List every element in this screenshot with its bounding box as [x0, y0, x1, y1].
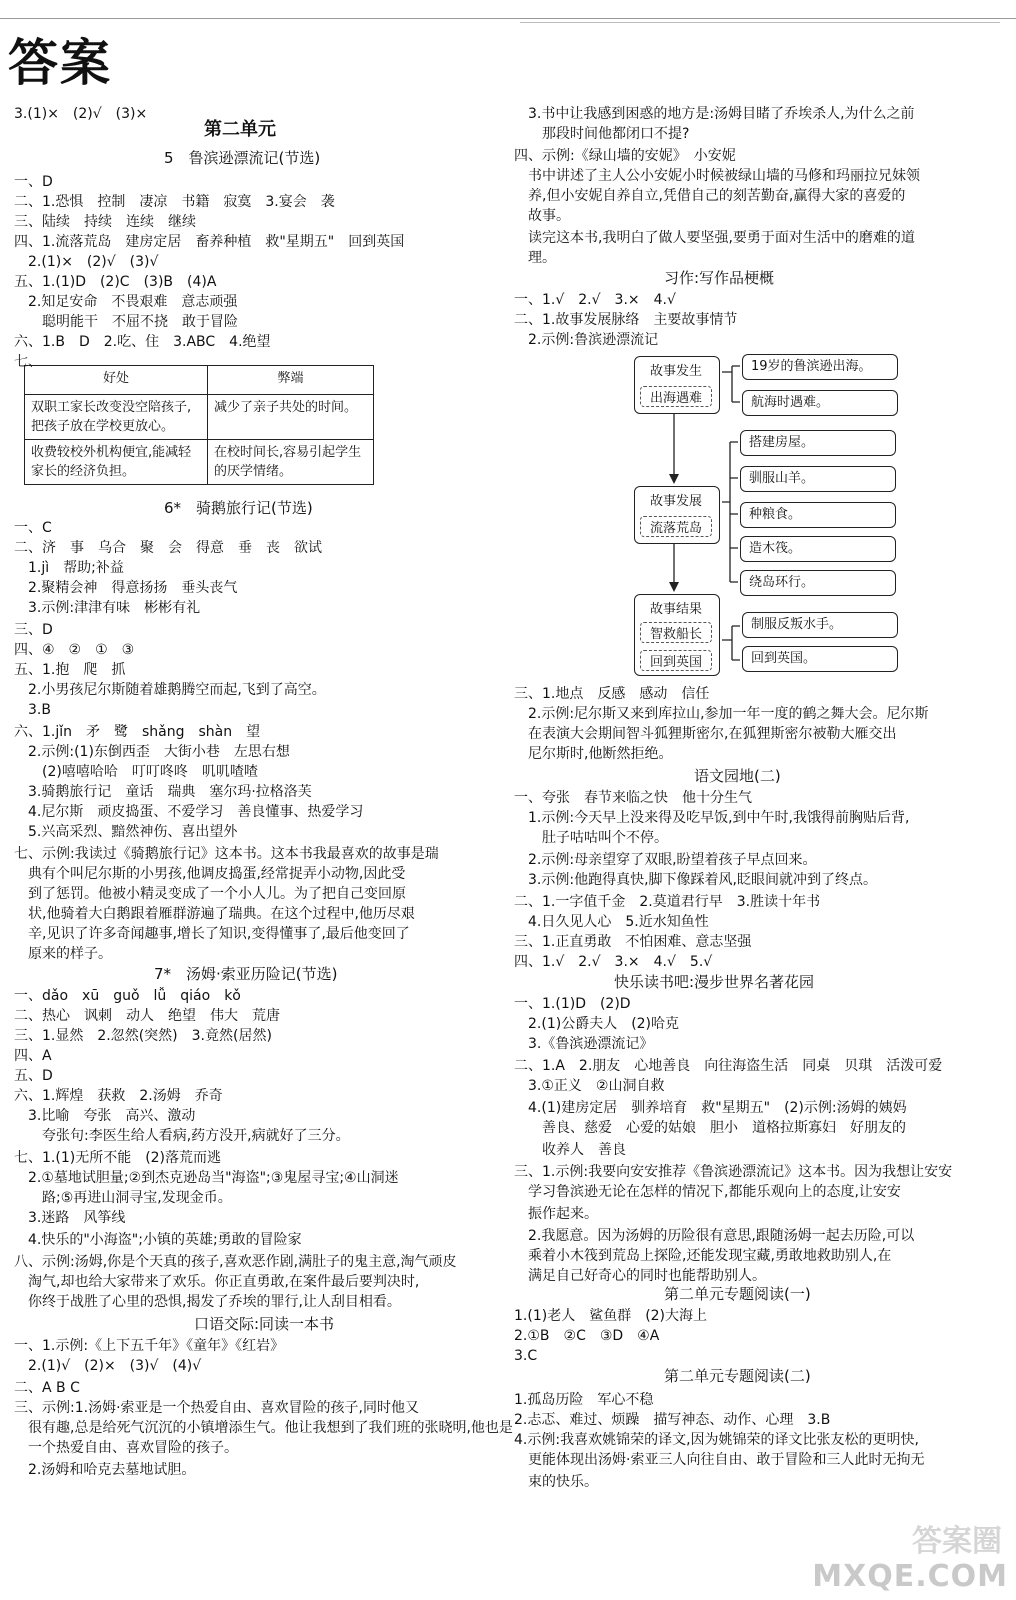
answer-line: 3.示例:津津有味 彬彬有礼 — [14, 600, 201, 616]
answer-line: 尼尔斯时,他断然拒绝。 — [514, 746, 673, 762]
diagram-item: 航海时遇难。 — [742, 390, 898, 416]
answer-line: 七、1.(1)无所不能 (2)落荒而逃 — [14, 1150, 222, 1166]
diagram-item: 造木筏。 — [740, 536, 896, 562]
diagram-item: 制服反叛水手。 — [742, 612, 898, 638]
section-heading: 第二单元专题阅读(二) — [664, 1367, 811, 1385]
section-heading: 第二单元 — [204, 119, 276, 140]
answer-line: 理。 — [514, 250, 556, 266]
section-heading: 习作:写作品梗概 — [664, 269, 775, 287]
answer-line: 三、示例:1.汤姆·索亚是一个热爱自由、喜欢冒险的孩子,同时他又 — [14, 1400, 419, 1416]
answer-line: 1.示例:今天早上没来得及吃早饭,到中午时,我饿得前胸贴后背, — [514, 810, 910, 826]
answer-line: 很有趣,总是给死气沉沉的小镇增添生气。他让我想到了我们班的张晓明,他也是 — [14, 1420, 513, 1436]
bracket-connector — [722, 442, 738, 582]
answer-line: 3.《鲁滨逊漂流记》 — [514, 1036, 654, 1052]
arrow-head-icon — [669, 474, 679, 484]
answer-line: 2.汤姆和哈克去墓地试胆。 — [14, 1462, 196, 1478]
answer-line: 三、D — [14, 622, 53, 638]
diagram-node-label: 故事结果 — [649, 602, 702, 617]
diagram-node-sub: 出海遇难 — [640, 386, 712, 407]
answer-line: 2.(1)× (2)√ (3)√ — [14, 254, 159, 270]
answer-line: 六、1.B D 2.吃、住 3.ABC 4.绝望 — [14, 334, 271, 350]
answer-line: 5.兴高采烈、黯然神伤、喜出望外 — [14, 824, 238, 840]
answer-line: 到了惩罚。他被小精灵变成了一个小人儿。为了把自己变回原 — [14, 886, 406, 902]
section-heading: 快乐读书吧:漫步世界名著花园 — [614, 973, 815, 991]
answer-line: 五、1.(1)D (2)C (3)B (4)A — [14, 274, 217, 290]
answer-line: 2.示例:母亲望穿了双眼,盼望着孩子早点回来。 — [514, 852, 817, 868]
answer-line: 满足自己好奇心的同时也能帮助别人。 — [514, 1268, 766, 1284]
answer-line: 养,但小安妮自养自立,凭借自己的刻苦勤奋,赢得大家的喜爱的 — [514, 188, 906, 204]
answer-line: 辛,见识了许多奇闻趣事,增长了知识,变得懂事了,最后他变回了 — [14, 926, 410, 942]
answer-line: 三、1.地点 反感 感动 信任 — [514, 686, 710, 702]
answer-line: 4.日久见人心 5.近水知鱼性 — [514, 914, 709, 930]
answer-line: 2.我愿意。因为汤姆的历险很有意思,跟随汤姆一起去历险,可以 — [514, 1228, 915, 1244]
answer-line: 3.骑鹅旅行记 童话 瑞典 塞尔玛·拉格洛芙 — [14, 784, 312, 800]
table-cell: 收费较校外机构便宜,能减轻家长的经济负担。 — [25, 440, 208, 485]
answer-line: 3.比喻 夸张 高兴、激动 — [14, 1108, 196, 1124]
answer-line: 七、示例:我读过《骑鹅旅行记》这本书。这本书我最喜欢的故事是瑞 — [14, 846, 439, 862]
table-row — [25, 395, 374, 440]
answer-line: 典有个叫尼尔斯的小男孩,他调皮捣蛋,经常捉弄小动物,因此受 — [14, 866, 406, 882]
answer-line: 一、C — [14, 520, 52, 536]
answer-line: 一、D — [14, 174, 53, 190]
pros-cons-table — [24, 365, 374, 485]
diagram-node-sub: 智救船长 — [640, 622, 712, 643]
table-header-cons: 弊端 — [208, 366, 374, 395]
page-title: 答案 — [8, 34, 112, 92]
top-rule-right — [520, 22, 1000, 23]
section-heading: 第二单元专题阅读(一) — [664, 1285, 811, 1303]
answer-line: 四、示例:《绿山墙的安妮》 小安妮 — [514, 148, 736, 164]
answer-line: 四、1.√ 2.√ 3.× 4.√ 5.√ — [514, 954, 713, 970]
diagram-node-sub: 流落荒岛 — [640, 516, 712, 537]
watermark-logo: 答案圈 — [912, 1524, 1002, 1559]
answer-line: 三、1.正直勇敢 不怕困难、意志坚强 — [514, 934, 752, 950]
story-outline-diagram — [514, 350, 1004, 680]
answer-line: 四、A — [14, 1048, 52, 1064]
answer-line: 2.(1)公爵夫人 (2)哈克 — [514, 1016, 680, 1032]
answer-line: 状,他骑着大白鹅跟着雁群游遍了瑞典。在这个过程中,他历尽艰 — [14, 906, 415, 922]
answer-line: 一、夸张 春节来临之快 他十分生气 — [514, 790, 752, 806]
diagram-item: 搭建房屋。 — [740, 430, 896, 456]
diagram-node-label: 故事发展 — [649, 494, 702, 509]
section-heading: 语文园地(二) — [694, 767, 781, 785]
diagram-item: 回到英国。 — [742, 646, 898, 672]
section-heading: 6* 骑鹅旅行记(节选) — [164, 499, 313, 517]
answer-line: 1.(1)老人 鲨鱼群 (2)大海上 — [514, 1308, 708, 1324]
answer-line: 4.示例:我喜欢姚锦荣的译文,因为姚锦荣的译文比张友松的更明快, — [514, 1432, 919, 1448]
answer-line: 你终于战胜了心里的恐惧,揭发了乔埃的罪行,让人刮目相看。 — [14, 1294, 401, 1310]
answer-line: 1.孤岛历险 军心不稳 — [514, 1392, 654, 1408]
answer-line: 学习鲁滨逊无论在怎样的情况下,都能乐观向上的态度,让安安 — [514, 1184, 901, 1200]
answer-line: 2.小男孩尼尔斯随着雄鹅腾空而起,飞到了高空。 — [14, 682, 326, 698]
answer-line: 振作起来。 — [514, 1206, 598, 1222]
table-header-row — [25, 366, 374, 395]
answer-line: (2)嘻嘻哈哈 叮叮咚咚 叽叽喳喳 — [14, 764, 258, 780]
answer-line: 3.迷路 风筝线 — [14, 1210, 126, 1226]
answer-line: 六、1.jǐn 矛 鹭 shǎng shàn 望 — [14, 724, 261, 740]
answer-line: 二、1.一字值千金 2.莫道君行早 3.胜读十年书 — [514, 894, 821, 910]
answer-line: 2.(1)√ (2)× (3)√ (4)√ — [14, 1358, 202, 1374]
table-row — [25, 440, 374, 485]
answer-line: 六、1.辉煌 获救 2.汤姆 乔奇 — [14, 1088, 223, 1104]
answer-line: 聪明能干 不屈不挠 敢于冒险 — [14, 314, 238, 330]
answer-line: 五、1.抱 爬 抓 — [14, 662, 126, 678]
diagram-node-sub: 回到英国 — [640, 650, 712, 671]
answer-line: 淘气,却也给大家带来了欢乐。你正直勇敢,在案件最后要判决时, — [14, 1274, 420, 1290]
answer-line: 一个热爱自由、喜欢冒险的孩子。 — [14, 1440, 238, 1456]
answer-line: 三、1.显然 2.忽然(突然) 3.竟然(居然) — [14, 1028, 272, 1044]
answer-line: 夸张句:李医生给人看病,药方没开,病就好了三分。 — [14, 1128, 350, 1144]
answer-line: 二、热心 讽刺 动人 绝望 伟大 荒唐 — [14, 1008, 280, 1024]
answer-line: 四、1.流落荒岛 建房定居 畜养种植 救"星期五" 回到英国 — [14, 234, 405, 250]
answer-line: 2.示例:尼尔斯又来到库拉山,参加一年一度的鹤之舞大会。尼尔斯 — [514, 706, 929, 722]
answer-line: 四、④ ② ① ③ — [14, 642, 135, 658]
answer-line: 肚子咕咕叫个不停。 — [514, 830, 668, 846]
answer-line: 二、A B C — [14, 1380, 80, 1396]
answer-line: 读完这本书,我明白了做人要坚强,要勇于面对生活中的磨难的道 — [514, 230, 915, 246]
section-heading: 口语交际:同读一本书 — [194, 1315, 335, 1333]
answer-line: 善良、慈爱 心爱的姑娘 胆小 道格拉斯寡妇 好朋友的 — [514, 1120, 906, 1136]
answer-line: 二、1.恐惧 控制 凄凉 书籍 寂寞 3.宴会 袭 — [14, 194, 335, 210]
answer-line: 三、1.示例:我要向安安推荐《鲁滨逊漂流记》这本书。因为我想让安安 — [514, 1164, 953, 1180]
table-header-pros: 好处 — [25, 366, 208, 395]
answer-line: 七、 — [14, 354, 42, 370]
answer-line: 五、D — [14, 1068, 53, 1084]
answer-line: 1.jì 帮助;补益 — [14, 560, 124, 576]
answer-line: 2.①墓地试胆量;②到杰克逊岛当"海盗";③鬼屋寻宝;④山洞迷 — [14, 1170, 399, 1186]
section-heading: 5 鲁滨逊漂流记(节选) — [164, 149, 321, 167]
diagram-item: 种粮食。 — [740, 502, 896, 528]
answer-line: 3.示例:他跑得真快,脚下像踩着风,眨眼间就冲到了终点。 — [514, 872, 877, 888]
answer-line: 3.C — [514, 1348, 538, 1364]
answer-line: 3.B — [14, 702, 51, 718]
arrow-head-icon — [669, 582, 679, 592]
answer-line: 2.①B ②C ③D ④A — [514, 1328, 660, 1344]
answer-line: 束的快乐。 — [514, 1474, 598, 1490]
diagram-node-label: 故事发生 — [649, 364, 702, 379]
answer-line: 那段时间他都闭口不提? — [514, 126, 690, 142]
table-cell: 双职工家长改变没空陪孩子,把孩子放在学校更放心。 — [25, 395, 208, 440]
answer-line: 在表演大会期间智斗狐狸斯密尔,在狐狸斯密尔被勒大雁交出 — [514, 726, 897, 742]
answer-line: 4.尼尔斯 顽皮捣蛋、不爱学习 善良懂事、热爱学习 — [14, 804, 364, 820]
table-cell: 减少了亲子共处的时间。 — [208, 395, 374, 440]
answer-line: 4.(1)建房定居 驯养培育 救"星期五" (2)示例:汤姆的姨妈 — [514, 1100, 907, 1116]
answer-line: 3.①正义 ②山洞自救 — [514, 1078, 665, 1094]
answer-line: 2.示例:鲁滨逊漂流记 — [514, 332, 659, 348]
bracket-connector — [722, 366, 740, 402]
answer-line: 原来的样子。 — [14, 946, 112, 962]
answer-line: 3.书中让我感到困惑的地方是:汤姆目睹了乔埃杀人,为什么之前 — [514, 106, 915, 122]
section-heading: 7* 汤姆·索亚历险记(节选) — [154, 965, 338, 983]
answer-line: 一、1.√ 2.√ 3.× 4.√ — [514, 292, 676, 308]
bracket-connector — [722, 626, 740, 660]
answer-line: 2.忐忑、难过、烦躁 描写神态、动作、心理 3.B — [514, 1412, 831, 1428]
answer-line: 一、dǎo xū guǒ lǚ qiáo kǒ — [14, 988, 241, 1004]
answer-line: 八、示例:汤姆,你是个天真的孩子,喜欢恶作剧,满肚子的鬼主意,淘气顽皮 — [14, 1254, 457, 1270]
table-cell: 在校时间长,容易引起学生的厌学情绪。 — [208, 440, 374, 485]
answer-line: 二、1.故事发展脉络 主要故事情节 — [514, 312, 738, 328]
answer-line: 路;⑤再进山洞寻宝,发现金币。 — [14, 1190, 232, 1206]
answer-line: 2.示例:(1)东倒西歪 大街小巷 左思右想 — [14, 744, 290, 760]
answer-line: 2.聚精会神 得意扬扬 垂头丧气 — [14, 580, 238, 596]
top-rule — [0, 18, 1016, 19]
answer-line: 乘着小木筏到荒岛上探险,还能发现宝藏,勇敢地救助别人,在 — [514, 1248, 892, 1264]
diagram-item: 绕岛环行。 — [740, 570, 896, 596]
watermark-url: MXQE.COM — [812, 1559, 1008, 1594]
answer-line: 三、陆续 持续 连续 继续 — [14, 214, 196, 230]
diagram-item: 驯服山羊。 — [740, 466, 896, 492]
answer-line: 更能体现出汤姆·索亚三人向往自由、敢于冒险和三人此时无拘无 — [514, 1452, 925, 1468]
answer-line: 一、1.(1)D (2)D — [514, 996, 631, 1012]
answer-line: 2.知足安命 不畏艰难 意志顽强 — [14, 294, 238, 310]
answer-line: 3.(1)× (2)√ (3)× — [14, 106, 148, 122]
answer-line: 二、1.A 2.朋友 心地善良 向往海盗生活 同桌 贝琪 活泼可爱 — [514, 1058, 943, 1074]
answer-line: 故事。 — [514, 208, 570, 224]
answer-line: 4.快乐的"小海盗";小镇的英雄;勇敢的冒险家 — [14, 1232, 302, 1248]
answer-line: 二、济 事 乌合 聚 会 得意 垂 丧 欲试 — [14, 540, 322, 556]
answer-line: 书中讲述了主人公小安妮小时候被绿山墙的马修和玛丽拉兄妹领 — [514, 168, 920, 184]
answer-line: 一、1.示例:《上下五千年》《童年》《红岩》 — [14, 1338, 285, 1354]
answer-line: 收养人 善良 — [514, 1142, 626, 1158]
diagram-item: 19岁的鲁滨逊出海。 — [742, 354, 898, 380]
